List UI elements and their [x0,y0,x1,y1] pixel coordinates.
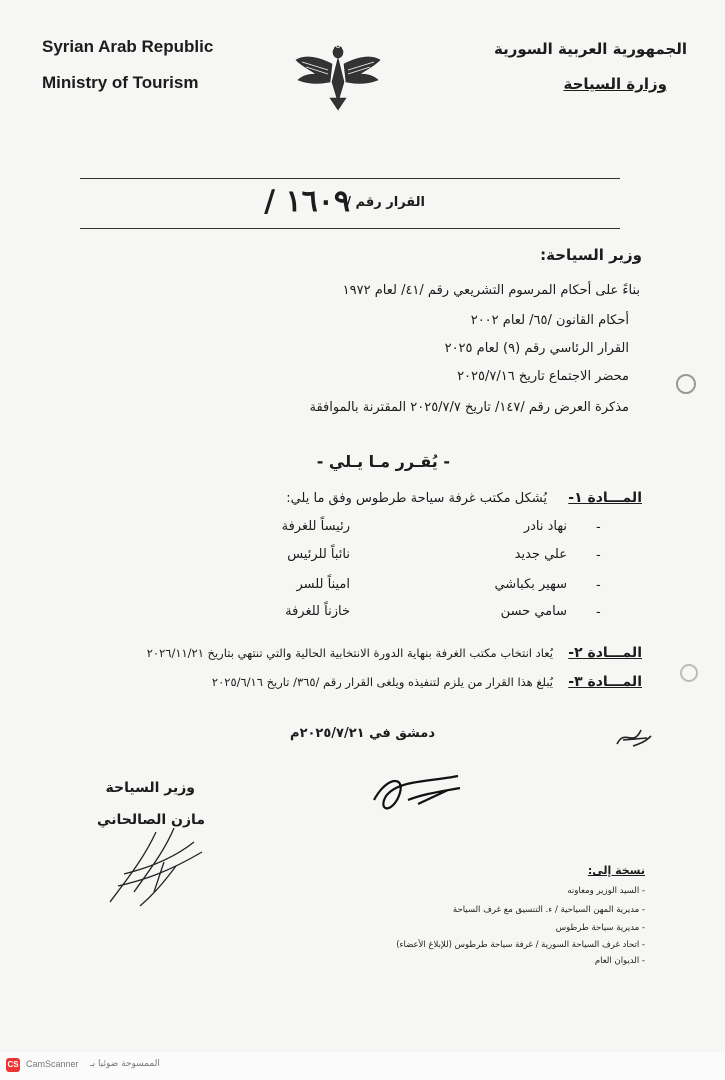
initials-scribble-icon [613,722,655,752]
article3-text: يُبلغ هذا القرار من يلزم لتنفيذه ويلغى القرار رقم /٣٦٥/ تاريخ ٢٠٢٥/٦/١٦ [211,675,553,689]
member-name: سهير بكباشي [494,577,567,592]
copy-to-item: - مديرية المهن السياحية / ء. التنسيق مع غرف السياحة [452,905,645,915]
copy-to-item: - اتحاد غرف السياحة السورية / غرفة سياحة طرطوس (للإبلاغ الأعضاء) [396,940,645,950]
member-role: رئيساً للغرفة [281,519,350,534]
list-dash: - [596,578,601,593]
header-ar-country: الجمهورية العربية السورية [494,40,687,58]
preamble-line: بناءً على أحكام المرسوم التشريعي رقم /٤١/ لعام ١٩٧٢ [342,283,640,298]
member-name: نهاد نادر [523,519,567,534]
minister-heading: وزير السياحة: [540,246,642,264]
list-dash: - [596,520,601,535]
decision-number: ١٦٠٩ / [264,184,350,219]
member-role: اميناً للسر [296,577,350,592]
member-role: نائباً للرئيس [287,547,350,562]
article2-text: يُعاد انتخاب مكتب الغرفة بنهاية الدورة الانتخابية الحالية والتي تنتهي بتاريخ ٢٠٢٦/١١/٢١ [146,646,553,660]
decides-heading: - يُقـرر مـا يـلي - [316,452,450,471]
scanner-caption: الممسوحة ضوئيا بـ [90,1059,160,1069]
list-dash: - [596,605,601,620]
preamble-line: أحكام القانون /٦٥/ لعام ٢٠٠٢ [470,313,629,328]
punch-hole [680,664,698,682]
divider-line [80,228,620,229]
minister-signature-icon [104,822,208,910]
article1-text: يُشكل مكتب غرفة سياحة طرطوس وفق ما يلي: [286,491,547,506]
divider-line [80,178,620,179]
article2-label: المـــادة ٢- [568,645,642,661]
copy-to-item: - مديرية سياحة طرطوس [555,923,645,933]
article3-label: المـــادة ٣- [568,674,642,690]
punch-hole [676,374,696,394]
member-name: علي جديد [514,547,567,562]
signatory-name: مازن الصالحاني [97,812,205,828]
copy-to-item: - الديوان العام [594,956,645,966]
scanner-app-name: CamScanner [26,1059,79,1069]
list-dash: - [596,548,601,563]
member-role: خازناً للغرفة [285,604,350,619]
signature-mark-icon [368,770,468,818]
header-en-country: Syrian Arab Republic [42,37,214,56]
camscanner-logo-icon: CS [6,1058,20,1072]
date-line: دمشق في ٢٠٢٥/٧/٢١م [290,726,435,741]
syrian-eagle-emblem-icon [292,40,384,112]
preamble-line: مذكرة العرض رقم /١٤٧/ تاريخ ٢٠٢٥/٧/٧ المقترنة بالموافقة [309,400,629,415]
article1-label: المـــادة ١- [568,490,642,506]
signatory-title: وزير السياحة [105,780,195,796]
header-ar-ministry: وزارة السياحة [563,75,667,93]
decision-label: القرار رقم / [346,195,425,210]
copy-to-item: - السيد الوزير ومعاونه [567,886,645,896]
copy-to-heading: نسخة إلى: [587,864,645,877]
preamble-line: القرار الرئاسي رقم (٩) لعام ٢٠٢٥ [444,341,629,356]
member-name: سامي حسن [500,604,567,619]
preamble-line: محضر الاجتماع تاريخ ٢٠٢٥/٧/١٦ [457,369,629,384]
header-en-ministry: Ministry of Tourism [42,73,199,92]
